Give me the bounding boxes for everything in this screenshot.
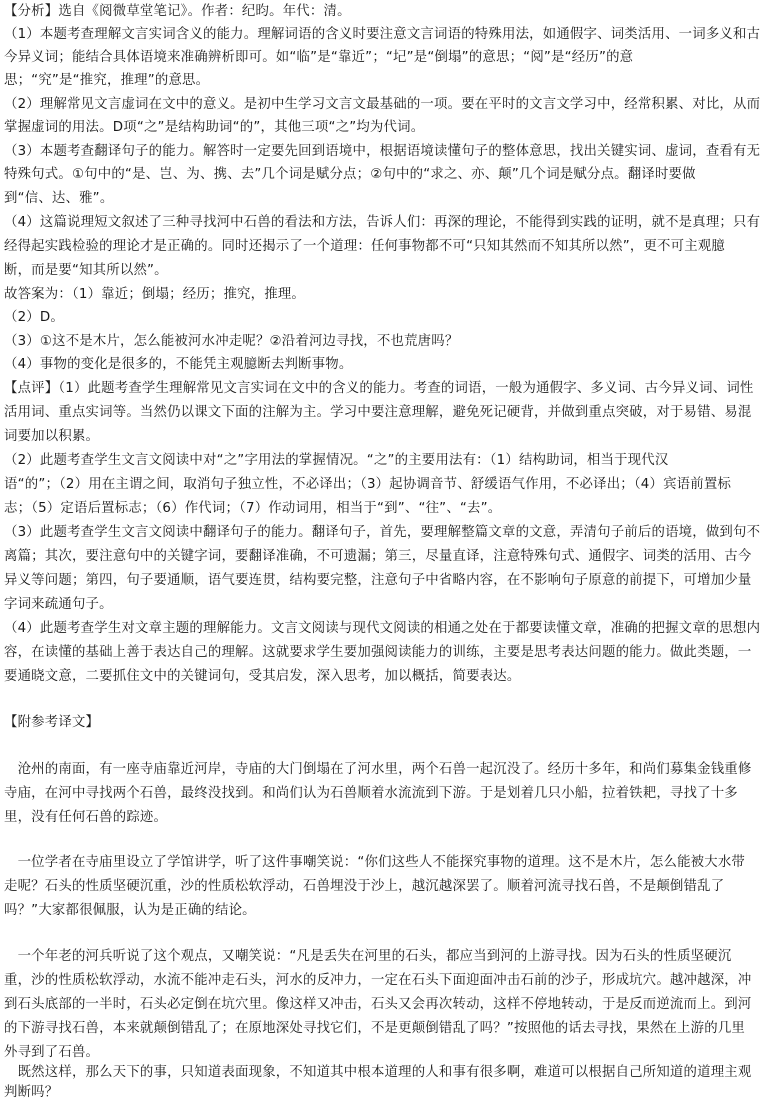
text-line: 词要加以积累。 [4,429,100,444]
text-line: 志；（5）定语后置标志；（6）作代词；（7）作动词用，相当于“到”、“往”、“去”。 [4,501,502,516]
text-line: 异义等问题；第四，句子要通顺，语气要连贯，结构要完整，注意句子中省略内容，在不影响句子原意的前提下，可增加少量 [4,573,752,588]
comment-heading-line: 【点评】（1）此题考查学生理解常见文言实词在文中的含义的能力。考查的词语，一般为通假字、多义词、古今异义词、词性 [4,381,754,396]
text-line: 活用词、重点实词等。当然仍以课文下面的注解为主。学习中要注意理解，避免死记硬背，并做到重点突破，对于易错、易混 [4,405,752,420]
answer-line: （3）①这不是木片，怎么能被河水冲走呢？②沿着河边寻找，不也荒唐吗？ [4,334,459,349]
text-line: 语“的”；（2）用在主谓之间，取消句子独立性，不必译出；（3）起协调音节、舒缓语气作用，不必译出；（4）宾语前置标 [4,477,732,492]
answer-line: 故答案为：（1）靠近；倒塌；经历；推究，推理。 [4,287,306,302]
translation-line: 吗？”大家都很佩服，认为是正确的结论。 [4,903,256,918]
analysis-heading-line: 【分析】选自《阅微草堂笔记》。作者：纪昀。年代：清。 [4,4,351,19]
translation-line: 的下游寻找石兽，本来就颠倒错乱了；在原地深处寻找它们，不是更颠倒错乱了吗？”按照他的话去寻找，果然在上游的几里 [4,1021,746,1036]
translation-line: 里，没有任何石兽的踪迹。 [4,810,168,825]
text-line: 断，而是要“知其所以然”。 [4,263,168,278]
text-line: （2）理解常见文言虚词在文中的意义。是初中生学习文言文最基础的一项。要在平时的文言文学习中，经常积累、对比，从而 [4,97,761,112]
text-line: （3）本题考查翻译句子的能力。解答时一定要先回到语境中，根据语境读懂句子的整体意思，找出关键实词、虚词，查看有无 [4,144,761,159]
text-line: 特殊句式。①句中的“是、岂、为、携、去”几个词是赋分点；②句中的“求之、亦、颠”几个词是赋分点。翻译时要做 [4,167,696,182]
translation-heading: 【附参考译文】 [4,715,100,730]
text-line: 要通晓文意，二要抓住文中的关键词句，受其启发，深入思考，加以概括，简要表达。 [4,669,521,684]
translation-line: 到石头底部的一半时，石头必定倒在坑穴里。像这样又冲击，石头又会再次转动，这样不停地转动，于是反而逆流而上。到河 [4,997,752,1012]
translation-line: 寺庙，在河中寻找两个石兽，最终没找到。和尚们认为石兽顺着水流流到下游。于是划着几只小船，拉着铁耙，寻找了十多 [4,786,738,801]
answer-line: （4）事物的变化是很多的，不能凭主观臆断去判断事物。 [4,357,353,372]
text-line: （4）这篇说理短文叙述了三种寻找河中石兽的看法和方法，告诉人们：再深的理论，不能得到实践的证明，就不是真理；只有 [4,215,761,230]
text-line: （1）本题考查理解文言实词含义的能力。理解词语的含义时要注意文言词语的特殊用法，如通假字、词类活用、一词多义和古 [4,27,761,42]
text-line: 掌握虚词的用法。D项“之”是结构助词“的”，其他三项“之”均为代词。 [4,120,425,135]
translation-line: 外寻到了石兽。 [4,1045,100,1060]
text-line: 思；“究”是“推究，推理”的意思。 [4,73,210,88]
translation-line: 一位学者在寺庙里设立了学馆讲学，听了这件事嘲笑说：“你们这些人不能探究事物的道理。这不是木片，怎么能被大水带 [4,855,746,870]
answer-line: （2）D。 [4,310,65,325]
text-line: 容，在读懂的基础上善于表达自己的理解。这就要求学生要加强阅读能力的训练，主要是思考表达问题的能力。做此类题，一 [4,645,752,660]
text-line: （4）此题考查学生对文章主题的理解能力。文言文阅读与现代文阅读的相通之处在于都要读懂文章，准确的把握文章的思想内 [4,621,761,636]
text-line: （2）此题考查学生文言文阅读中对“之”字用法的掌握情况。“之”的主要用法有：（1）结构助词，相当于现代汉 [4,453,669,468]
text-line: 今异义词；能结合具体语境来准确辨析即可。如“临”是“靠近”；“圮”是“倒塌”的意思；“阅”是“经历”的意 [4,50,634,65]
text-line: 离篇；其次，要注意句中的关键字词，要翻译准确，不可遗漏；第三，尽量直译，注意特殊句式、通假字、词类的活用、古今 [4,549,752,564]
text-line: 经得起实践检验的理论才是正确的。同时还揭示了一个道理：任何事物都不可“只知其然而不知其所以然”，更不可主观臆 [4,239,725,254]
translation-line: 沧州的南面，有一座寺庙靠近河岸，寺庙的大门倒塌在了河水里，两个石兽一起沉没了。经历十多年，和尚们募集金钱重修 [4,762,752,777]
translation-line: 走呢？石头的性质坚硬沉重，沙的性质松软浮动，石兽埋没于沙上，越沉越深罢了。顺着河流寻找石兽，不是颠倒错乱了 [4,879,725,894]
translation-line: 重，沙的性质松软浮动，水流不能冲走石头，河水的反冲力，一定在石头下面迎面冲击石前的沙子，形成坑穴。越冲越深，冲 [4,973,752,988]
text-line: 到“信、达、雅”。 [4,191,114,206]
translation-line: 既然这样，那么天下的事，只知道表面现象，不知道其中根本道理的人和事有很多啊，难道可以根据自己所知道的道理主观 [4,1065,752,1080]
translation-line: 一个年老的河兵听说了这个观点，又嘲笑说：“凡是丢失在河里的石头，都应当到河的上游寻找。因为石头的性质坚硬沉 [4,949,732,964]
text-line: 字词来疏通句子。 [4,597,113,612]
translation-line: 判断吗？ [4,1085,59,1100]
text-line: （3）此题考查学生文言文阅读中翻译句子的能力。翻译句子，首先，要理解整篇文章的文意，弄清句子前后的语境，做到句不 [4,525,761,540]
